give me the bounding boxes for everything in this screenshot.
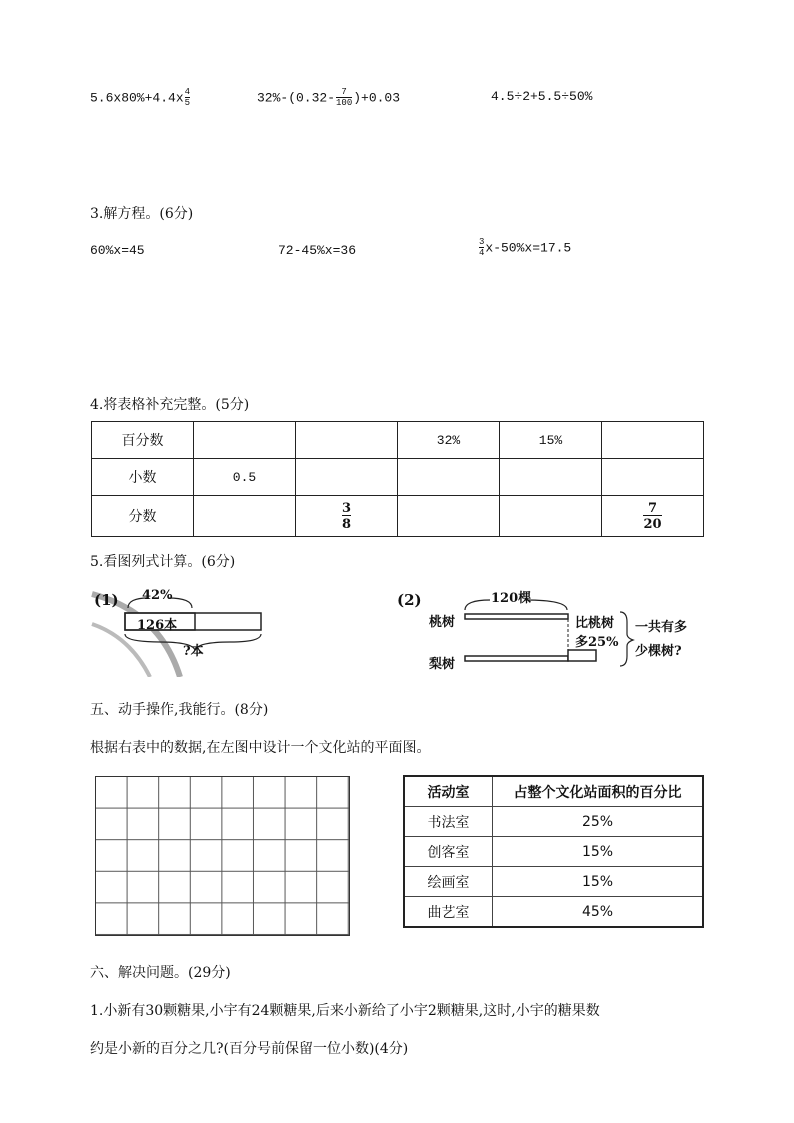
fraction: $\frac{7}{20}$ [643, 500, 662, 532]
room-name: 创客室 [404, 837, 493, 867]
question-1-line-2: 约是小新的百分之几?(百分号前保留一位小数)(4分) [90, 1041, 409, 1057]
equation-2: 72-45%x=36 [278, 243, 357, 258]
room-name: 曲艺室 [404, 897, 493, 928]
header-percent: 占整个文化站面积的百分比 [493, 776, 704, 807]
table-cell: 15% [500, 422, 602, 459]
table-cell: 0.5 [194, 459, 296, 496]
conversion-table [91, 421, 704, 537]
table-cell [296, 422, 398, 459]
diagram-2-label: (2) [397, 591, 422, 609]
calc-expression-3: 4.5÷2+5.5÷50% [491, 89, 593, 104]
pear-extra-bar [568, 650, 596, 661]
diagram-1-unknown: ?本 [183, 644, 204, 659]
fraction: $\frac{4}{5}$ [184, 87, 191, 108]
equation-3: $\frac{3}{4}$ x-50%x=17.5 [479, 237, 572, 258]
table-cell [500, 459, 602, 496]
row-header-decimal: 小数 [92, 459, 194, 496]
equation-1: 60%x=45 [90, 243, 145, 258]
pear-bar [465, 656, 568, 661]
compare-line-2: 多25% [575, 635, 619, 650]
compare-line-1: 比桃树 [575, 616, 615, 631]
table-cell [296, 459, 398, 496]
part-5-instruction: 根据右表中的数据,在左图中设计一个文化站的平面图。 [90, 740, 431, 756]
pear-label: 梨树 [429, 657, 456, 672]
table-cell [602, 422, 704, 459]
question-line-2: 少棵树? [635, 644, 682, 659]
question-line-1: 一共有多 [635, 620, 688, 635]
calc-expression-1: 5.6x80%+4.4x $\frac{4}{5}$ [90, 87, 191, 108]
area-table [403, 775, 704, 928]
diagram-1-percent: 42% [142, 588, 173, 603]
diagram-1-label: (1) [94, 591, 119, 609]
room-name: 书法室 [404, 807, 493, 837]
room-name: 绘画室 [404, 867, 493, 897]
floor-plan-grid[interactable] [95, 776, 350, 936]
room-percent: 15% [493, 867, 704, 897]
table-cell [602, 459, 704, 496]
room-percent: 45% [493, 897, 704, 928]
header-room: 活动室 [404, 776, 493, 807]
right-brace [620, 612, 633, 666]
fraction: $\frac{7}{100}$ [336, 87, 353, 108]
calc-expression-2: 32%-(0.32- $\frac{7}{100}$ )+0.03 [257, 87, 401, 108]
fraction: $\frac{3}{8}$ [341, 500, 352, 532]
part-5-title: 五、动手操作,我能行。(8分) [90, 702, 269, 718]
row-header-fraction: 分数 [92, 496, 194, 537]
table-cell: 32% [398, 422, 500, 459]
diagram-1-known: 126本 [137, 618, 178, 633]
peach-bar [465, 614, 568, 619]
question-1-line-1: 1.小新有30颗糖果,小宇有24颗糖果,后来小新给了小宇2颗糖果,这时,小宇的糖果数 [90, 1003, 600, 1019]
table-cell [500, 496, 602, 537]
diagram-2-top: 120棵 [491, 591, 532, 606]
section-4-title: 4.将表格补充完整。(5分) [90, 397, 250, 413]
table-cell [296, 496, 398, 537]
section-5-title: 5.看图列式计算。(6分) [90, 554, 236, 570]
table-cell [398, 496, 500, 537]
table-cell [398, 459, 500, 496]
part-6-title: 六、解决问题。(29分) [90, 965, 231, 981]
table-cell [602, 496, 704, 537]
fraction: $\frac{3}{4}$ [479, 237, 485, 258]
room-percent: 25% [493, 807, 704, 837]
table-cell [194, 496, 296, 537]
section-3-title: 3.解方程。(6分) [90, 206, 194, 222]
row-header-percent: 百分数 [92, 422, 194, 459]
room-percent: 15% [493, 837, 704, 867]
peach-label: 桃树 [429, 615, 456, 630]
table-cell [194, 422, 296, 459]
